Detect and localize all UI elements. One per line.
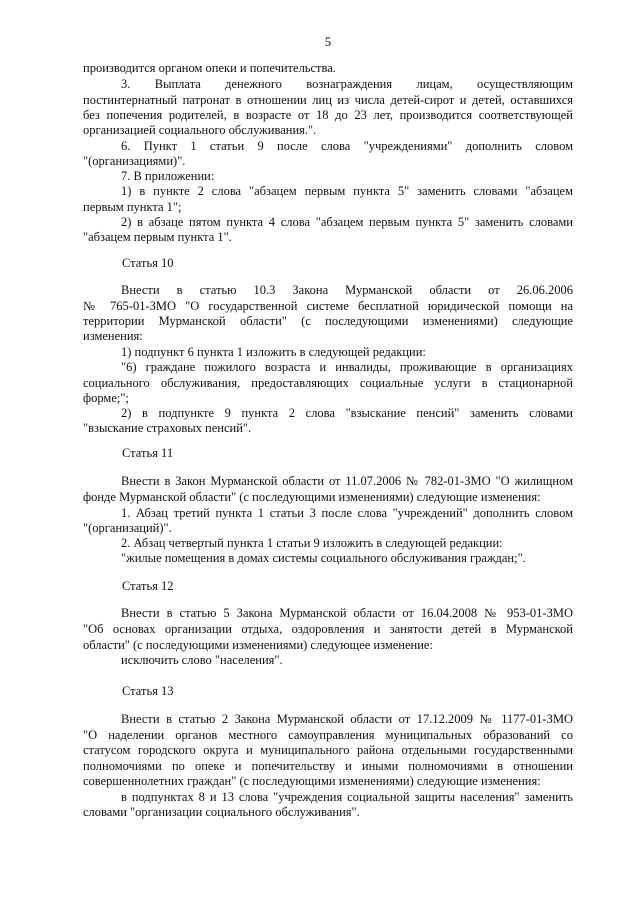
text-line: "6) граждане пожилого возраста и инвалиды, проживающие в организациях <box>121 360 573 374</box>
text-line: территории Мурманской области" (с последующими изменениями) следующие <box>83 314 573 328</box>
text-line: области" (с последующими изменениями) следующее изменение: <box>83 638 433 652</box>
page-number: 5 <box>324 35 332 49</box>
text-line: 2) в абзаце пятом пункта 4 слова "абзацем первым пункта 5" заменить словами <box>121 215 573 229</box>
article-heading: Статья 13 <box>122 684 174 698</box>
text-line: "жилые помещения в домах системы социального обслуживания граждан;". <box>121 551 526 565</box>
text-line: первым пункта 1"; <box>83 200 182 214</box>
text-line: организацией социального обслуживания.". <box>83 123 317 137</box>
text-line: производится органом опеки и попечительства. <box>83 61 336 75</box>
text-line: 2. Абзац четвертый пункта 1 статьи 9 изложить в следующей редакции: <box>121 536 503 550</box>
article-heading: Статья 12 <box>122 579 174 593</box>
text-line: словами "организации социального обслуживания". <box>83 805 360 819</box>
text-line: "(организациями)". <box>83 154 186 168</box>
text-line: форме;"; <box>83 391 129 405</box>
text-line: "О наделении органов местного самоуправления муниципальных образований со <box>83 728 573 742</box>
text-line: фонде Мурманской области" (с последующими изменениями) следующие изменения: <box>83 490 541 504</box>
text-line: 1) подпункт 6 пункта 1 изложить в следующей редакции: <box>121 345 426 359</box>
text-line: в подпунктах 8 и 13 слова "учреждения социальной защиты населения" заменить <box>121 790 573 804</box>
text-line: Внести в статью 5 Закона Мурманской области от 16.04.2008 № 953-01-ЗМО <box>121 606 573 620</box>
text-line: исключить слово "населения". <box>121 653 283 667</box>
text-line: "абзацем первым пункта 1". <box>83 230 232 244</box>
article-heading: Статья 10 <box>122 256 174 270</box>
text-line: 3. Выплата денежного вознаграждения лицам, осуществляющим <box>121 77 573 91</box>
text-line: 7. В приложении: <box>121 169 215 183</box>
text-line: без попечения родителей, в возрасте от 18 до 23 лет, производится соответствующей <box>83 108 573 122</box>
text-line: социального обслуживания, предоставляющих социальные услуги в стационарной <box>83 376 573 390</box>
text-line: Внести в статью 2 Закона Мурманской области от 17.12.2009 № 1177-01-ЗМО <box>121 712 573 726</box>
text-line: "(организаций)". <box>83 521 172 535</box>
text-line: совершеннолетних граждан" (с последующими изменениями) следующие изменения: <box>83 774 541 788</box>
text-line: 1) в пункте 2 слова "абзацем первым пункта 5" заменить словами "абзацем <box>121 184 573 198</box>
text-line: изменения: <box>83 329 143 343</box>
text-line: полномочиями по опеке и попечительству и иными полномочиями в отношении <box>83 759 573 773</box>
text-line: 6. Пункт 1 статьи 9 после слова "учреждениями" дополнить словом <box>121 139 573 153</box>
text-line: 1. Абзац третий пункта 1 статьи 3 после слова "учреждений" дополнить словом <box>121 506 573 520</box>
text-line: "Об основах организации отдыха, оздоровления и занятости детей в Мурманской <box>83 622 573 636</box>
article-heading: Статья 11 <box>122 446 174 460</box>
text-line: постинтернатный патронат в отношении лиц из числа детей-сирот и детей, оставшихся <box>83 93 573 107</box>
text-line: Внести в Закон Мурманской области от 11.07.2006 № 782-01-ЗМО "О жилищном <box>121 474 573 488</box>
text-line: "взыскание страховых пенсий". <box>83 421 252 435</box>
text-line: Внести в статью 10.3 Закона Мурманской области от 26.06.2006 <box>121 283 573 297</box>
text-line: № 765-01-ЗМО "О государственной системе бесплатной юридической помощи на <box>83 299 573 313</box>
text-line: статусом городского округа и муниципального района отдельными государственными <box>83 743 573 757</box>
text-line: 2) в подпункте 9 пункта 2 слова "взыскание пенсий" заменить словами <box>121 406 573 420</box>
